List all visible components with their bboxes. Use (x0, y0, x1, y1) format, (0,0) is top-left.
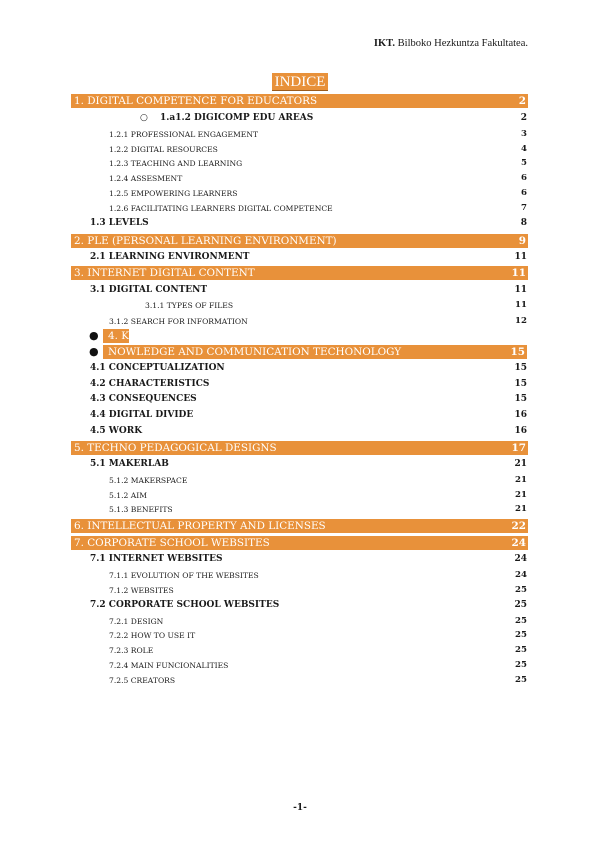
toc-label: 7.2.5 CREATORS (109, 676, 176, 685)
toc-label: 7.2.1 DESIGN (109, 617, 164, 626)
toc-label: 4.4 DIGITAL DIVIDE (90, 410, 194, 420)
toc-page: 15 (510, 346, 525, 358)
toc-page: 16 (514, 426, 527, 436)
toc-page: 11 (514, 285, 527, 295)
toc-label: 7.1.1 EVOLUTION OF THE WEBSITES (109, 571, 259, 580)
toc-label: NOWLEDGE AND COMMUNICATION TECHONOLOGY (108, 346, 402, 358)
toc-page: 12 (515, 316, 527, 326)
toc-page: 2 (520, 113, 527, 123)
toc-page: 21 (515, 490, 527, 500)
toc-label: 7.2.3 ROLE (109, 646, 154, 655)
title-wrap (0, 71, 600, 91)
toc-page: 25 (515, 616, 527, 626)
toc-page: 8 (520, 218, 527, 228)
page-header (374, 38, 528, 49)
toc-page: 4 (521, 144, 527, 154)
page-number: -1- (293, 803, 307, 813)
toc-section-5[interactable] (71, 441, 528, 455)
toc-section-6[interactable] (71, 519, 528, 533)
toc-label: 7.2.4 MAIN FUNCIONALITIES (109, 661, 229, 670)
toc-page: 16 (514, 410, 527, 420)
toc-section-3[interactable] (71, 266, 528, 280)
toc-page: 24 (515, 570, 527, 580)
toc-page: 25 (515, 675, 527, 685)
toc-label: 7.2.2 HOW TO USE IT (109, 631, 196, 640)
toc-label: 1. DIGITAL COMPETENCE FOR EDUCATORS (74, 95, 318, 107)
toc-label: 3.1 DIGITAL CONTENT (90, 285, 208, 295)
toc-label: 7. CORPORATE SCHOOL WEBSITES (74, 537, 270, 549)
toc-section-7[interactable] (71, 536, 528, 550)
toc-label: 5.1.2 MAKERSPACE (109, 476, 188, 485)
toc-page: 6 (521, 173, 527, 183)
toc-section-2[interactable] (71, 234, 528, 248)
toc-page: 25 (515, 630, 527, 640)
toc-label: 1.2.6 FACILITATING LEARNERS DIGITAL COMPETENCE (109, 204, 333, 213)
toc-page: 3 (521, 129, 527, 139)
toc-page: 15 (514, 363, 527, 373)
toc-page: 6 (521, 188, 527, 198)
toc-label: 2.1 LEARNING ENVIRONMENT (90, 252, 250, 262)
toc-label: 3.1.2 SEARCH FOR INFORMATION (109, 317, 248, 326)
toc-highlight-bar (103, 329, 129, 343)
toc-label: 1.2.1 PROFESSIONAL ENGAGEMENT (109, 130, 259, 139)
toc-section-1[interactable] (71, 94, 528, 108)
toc-label: 5.1 MAKERLAB (90, 459, 169, 469)
toc-section-4-part-a[interactable] (89, 329, 527, 343)
toc-page: 22 (511, 520, 526, 532)
toc-page: 17 (511, 442, 526, 454)
page-title: INDICE (272, 73, 329, 91)
toc-label: 7.2 CORPORATE SCHOOL WEBSITES (90, 600, 280, 610)
toc-page: 15 (514, 394, 527, 404)
toc-page: 9 (518, 235, 526, 247)
header-bold: IKT. (373, 38, 396, 49)
toc-page: 25 (515, 645, 527, 655)
bullet-icon: ● (89, 345, 99, 358)
toc-label: 4. K (108, 330, 129, 342)
toc-page: 24 (511, 537, 526, 549)
toc-page: 21 (514, 459, 527, 469)
toc-label: 5.1.2 AIM (109, 491, 147, 500)
toc-page: 11 (511, 267, 526, 279)
toc-label: 7.1.2 WEBSITES (109, 586, 174, 595)
toc-label: 7.1 INTERNET WEBSITES (90, 554, 223, 564)
bullet-icon: ● (89, 329, 99, 342)
toc-label: 1.a1.2 DIGICOMP EDU AREAS (160, 113, 314, 123)
toc-label: 1.3 LEVELS (90, 218, 149, 228)
toc-label: 6. INTELLECTUAL PROPERTY AND LICENSES (74, 520, 326, 532)
toc-label: 1.2.2 DIGITAL RESOURCES (109, 145, 218, 154)
toc-label: 4.2 CHARACTERISTICS (90, 379, 210, 389)
toc-label: 1.2.4 ASSESMENT (109, 174, 183, 183)
toc-page: 15 (514, 379, 527, 389)
toc-label: 4.3 CONSEQUENCES (90, 394, 197, 404)
toc-label: 5.1.3 BENEFITS (109, 505, 173, 514)
toc-label: 4.1 CONCEPTUALIZATION (90, 363, 225, 373)
toc-page: 11 (515, 300, 527, 310)
toc-label: 3. INTERNET DIGITAL CONTENT (74, 267, 255, 279)
toc-page: 5 (521, 158, 527, 168)
toc-label: 1.2.3 TEACHING AND LEARNING (109, 159, 243, 168)
toc-label: 4.5 WORK (90, 426, 143, 436)
header-rest: Bilboko Hezkuntza Fakultatea. (395, 38, 528, 49)
circle-bullet-icon: ○ (140, 113, 148, 123)
toc-page: 7 (521, 203, 527, 213)
toc-label: 5. TECHNO PEDAGOGICAL DESIGNS (74, 442, 277, 454)
toc-page: 25 (514, 600, 527, 610)
toc-highlight-bar (103, 345, 527, 359)
toc-page: 24 (514, 554, 527, 564)
toc-page: 11 (514, 252, 527, 262)
toc-page: 2 (518, 95, 526, 107)
toc-label: 2. PLE (PERSONAL LEARNING ENVIRONMENT) (74, 235, 337, 247)
toc-page: 25 (515, 585, 527, 595)
toc-label: 3.1.1 TYPES OF FILES (145, 301, 234, 310)
toc-page: 21 (515, 475, 527, 485)
toc-page: 21 (515, 504, 527, 514)
toc-page: 25 (515, 660, 527, 670)
toc-section-4-part-b[interactable] (89, 345, 527, 359)
toc-label: 1.2.5 EMPOWERING LEARNERS (109, 189, 238, 198)
